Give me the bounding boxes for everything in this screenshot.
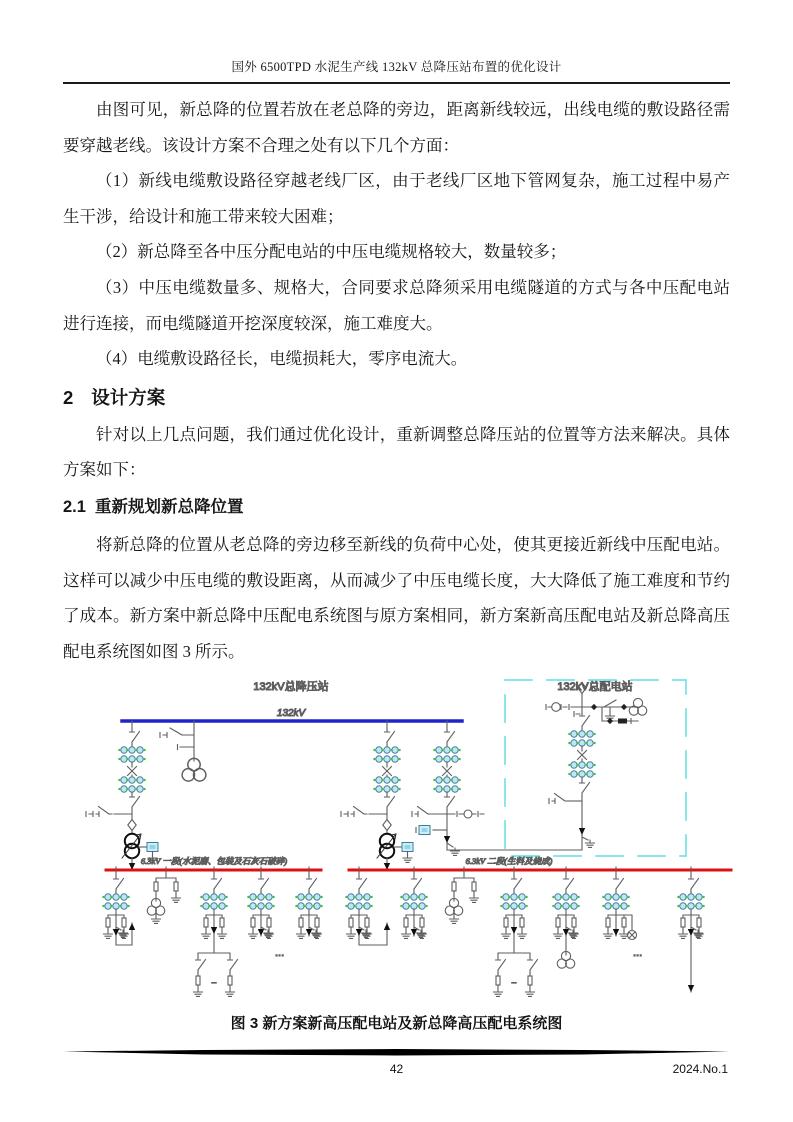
list-item-3: （3）中压电缆数量多、规格大，合同要求总降须采用电缆隧道的方式与各中压配电站进行连接，而电缆隧道开挖深度较深，施工难度大。: [63, 277, 730, 333]
mv1-feeder-2: [247, 867, 274, 938]
mv2-feeder-2: [400, 867, 427, 938]
list-item-1: （1）新线电缆敷设路径穿越老线厂区，由于老线厂区地下管网复杂，施工过程中易产生干涉，给设计和施工带来较大困难；: [63, 171, 730, 226]
figure-3: [63, 673, 730, 1033]
single-line-diagram: [69, 673, 736, 1008]
page-footer: [63, 1046, 730, 1080]
running-header: [63, 57, 730, 84]
dist-station-feeder: [546, 683, 647, 851]
mv2-machine-feeder: [552, 867, 579, 968]
paragraph-section-2: 针对以上几点问题，我们通过优化设计，重新调整总降压站的位置等方法来解决。具体方案如下：: [63, 424, 730, 480]
section-2-title: 设计方案: [91, 386, 166, 408]
transformer-bay-2: [341, 721, 413, 870]
mv2-feeder-1: [345, 867, 372, 938]
footer-row: [63, 1062, 730, 1080]
mv1-feeder-3: [295, 867, 322, 938]
hv-bus-label: 132kV: [276, 708, 306, 719]
mv1-feeder-1: [102, 867, 129, 938]
dist-substation-label: 132kV总配电站: [557, 681, 633, 693]
mv1-split-feeder: [194, 867, 238, 996]
mv1-split-dash: –: [211, 978, 217, 987]
paragraph-intro: 由图可见，新总降的位置若放在老总降的旁边，距离新线较远，出线电缆的敷设路径需要穿越老线。该设计方案不合理之处有以下几个方面：: [63, 100, 730, 155]
mv-bus-2-label: 6.3kV 二段(生料及烧成): [465, 856, 553, 866]
section-2-number: 2: [63, 386, 74, 408]
section-2-heading: [63, 379, 730, 416]
paragraph-section-2-1: 将新总降的位置从老总降的旁边移至新线的负荷中心处，使其更接近新线中压配电站。这样可以减少中压电缆的敷设距离，从而减少了中压电缆长度，大大降低了施工难度和节约了成本。新方案中新总降中压配电系统图与原方案相同，新方案新高压配电站及新总降高压配电系统图如图 3 所示。: [63, 534, 730, 661]
transformer-bay-1: [86, 721, 158, 870]
mv1-ellipsis: ...: [275, 947, 285, 959]
hv-incoming-bay: [412, 721, 484, 855]
mv2-long-feeder: [677, 867, 704, 992]
mv2-split-dash: –: [511, 978, 517, 987]
page-number: 42: [389, 1062, 404, 1076]
mv2-split-feeder: [494, 867, 538, 996]
footer-rule: [63, 1049, 730, 1057]
section-2-1-heading: [63, 489, 730, 526]
figure-caption: 图 3 新方案新高压配电站及新总降高压配电系统图: [230, 1015, 563, 1032]
issue-label: 2024.No.1: [672, 1062, 728, 1076]
section-2-1-title: 重新规划新总降位置: [94, 497, 244, 516]
mv2-ellipsis: ...: [633, 947, 643, 959]
article-body: [63, 92, 730, 669]
mv-bus-1-label: 6.3kV 一段(水泥磨、包装及石灰石破碎): [140, 856, 288, 866]
main-substation-label: 132kV总降压站: [253, 681, 329, 693]
list-item-2: （2）新总降至各中压分配电站的中压电缆规格较大，数量较多；: [96, 242, 567, 262]
section-2-1-number: 2.1: [63, 497, 86, 516]
mv2-load-feeder: [602, 867, 636, 940]
hv-pt-bay: [160, 721, 206, 781]
mv1-pt-feeder: [147, 867, 180, 923]
mv2-pt-feeder: [445, 867, 478, 923]
list-item-4: （4）电缆敷设路径长，电缆损耗大，零序电流大。: [96, 349, 468, 369]
running-title: 国外 6500TPD 水泥生产线 132kV 总降压站布置的优化设计: [231, 60, 562, 74]
